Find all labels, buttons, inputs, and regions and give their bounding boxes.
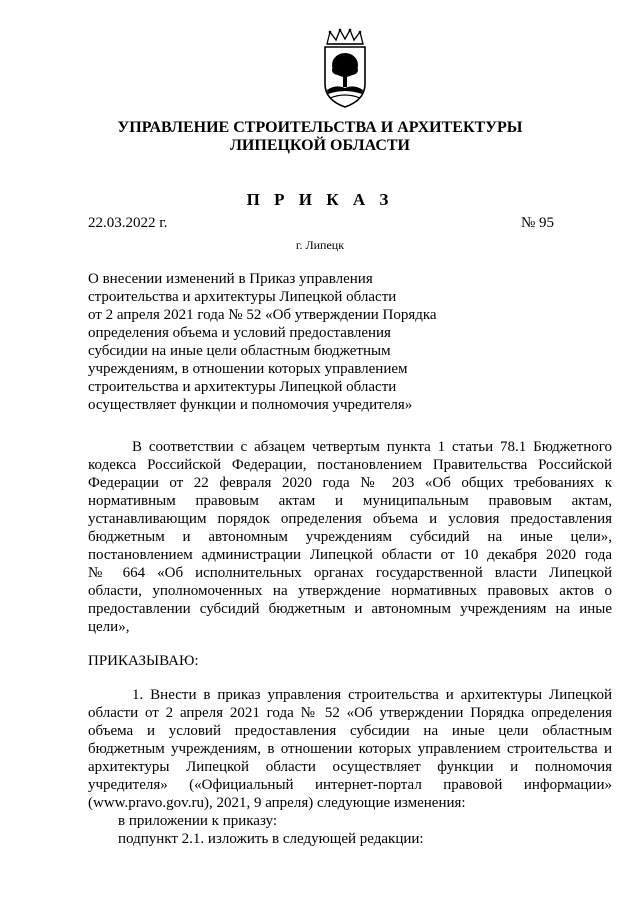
- preamble-line: постановлением администрации Липецкой области от 10 декабря 2020 года: [88, 547, 612, 563]
- preamble-line: бюджетным и автономным учреждениям субсидий на иные цели»,: [88, 529, 612, 545]
- item-1-line: в приложении к приказу:: [118, 813, 278, 829]
- preamble-line: нормативным правовым актам и муниципальным правовым актам,: [88, 493, 612, 509]
- organization-name-line-1: УПРАВЛЕНИЕ СТРОИТЕЛЬСТВА И АРХИТЕКТУРЫ: [117, 119, 523, 136]
- title-line: осуществляет функции и полномочия учредителя»: [88, 397, 413, 413]
- item-1-line: области от 2 апреля 2021 года № 52 «Об утверждении Порядка определения: [88, 705, 612, 721]
- item-1-line: подпункт 2.1. изложить в следующей редакции:: [118, 831, 424, 847]
- preamble-line: № 664 «Об исполнительных органах государственной власти Липецкой: [88, 565, 612, 581]
- item-1-line: объема и условий предоставления субсидии на иные цели областным: [88, 723, 612, 739]
- document-date: 22.03.2022 г.: [88, 215, 168, 231]
- item-1-line: 1. Внести в приказ управления строительства и архитектуры Липецкой: [132, 687, 612, 703]
- document-number: № 95: [520, 215, 554, 231]
- title-line: О внесении изменений в Приказ управления: [88, 271, 373, 287]
- title-line: определения объема и условий предоставления: [88, 325, 391, 341]
- preamble-line: цели»,: [88, 619, 130, 635]
- preamble-line: предоставлении субсидий бюджетным и автономным учреждениям на иные: [88, 601, 612, 617]
- title-line: учреждениям, в отношении которых управлением: [88, 361, 408, 377]
- document-type: П Р И К А З: [246, 190, 394, 209]
- item-1-line: архитектуры Липецкой области осуществляет функции и полномочия: [88, 759, 612, 775]
- coat-of-arms-emblem: [322, 28, 368, 110]
- order-word: ПРИКАЗЫВАЮ:: [88, 653, 199, 669]
- preamble-line: устанавливающим порядок определения объема и условия предоставления: [88, 511, 612, 527]
- title-line: субсидии на иные цели областным бюджетным: [88, 343, 391, 359]
- preamble-line: В соответствии с абзацем четвертым пункта 1 статьи 78.1 Бюджетного: [132, 439, 612, 455]
- organization-name-line-2: ЛИПЕЦКОЙ ОБЛАСТИ: [230, 137, 410, 154]
- item-1-line: (www.pravo.gov.ru), 2021, 9 апреля) следующие изменения:: [88, 795, 466, 811]
- preamble-line: кодекса Российской Федерации, постановлением Правительства Российской: [88, 457, 612, 473]
- item-1-line: учредителя» («Официальный интернет-портал правовой информации»: [88, 777, 612, 793]
- preamble-line: области, уполномоченных на утверждение нормативных правовых актов о: [88, 583, 612, 599]
- title-line: от 2 апреля 2021 года № 52 «Об утверждении Порядка: [88, 307, 437, 323]
- document-city: г. Липецк: [295, 238, 345, 252]
- item-1-line: бюджетным учреждениям, в отношении которых управлением строительства и: [88, 741, 612, 757]
- preamble-line: Федерации от 22 февраля 2020 года № 203 «Об общих требованиях к: [88, 475, 612, 491]
- title-line: строительства и архитектуры Липецкой области: [88, 289, 397, 305]
- title-line: строительства и архитектуры Липецкой области: [88, 379, 397, 395]
